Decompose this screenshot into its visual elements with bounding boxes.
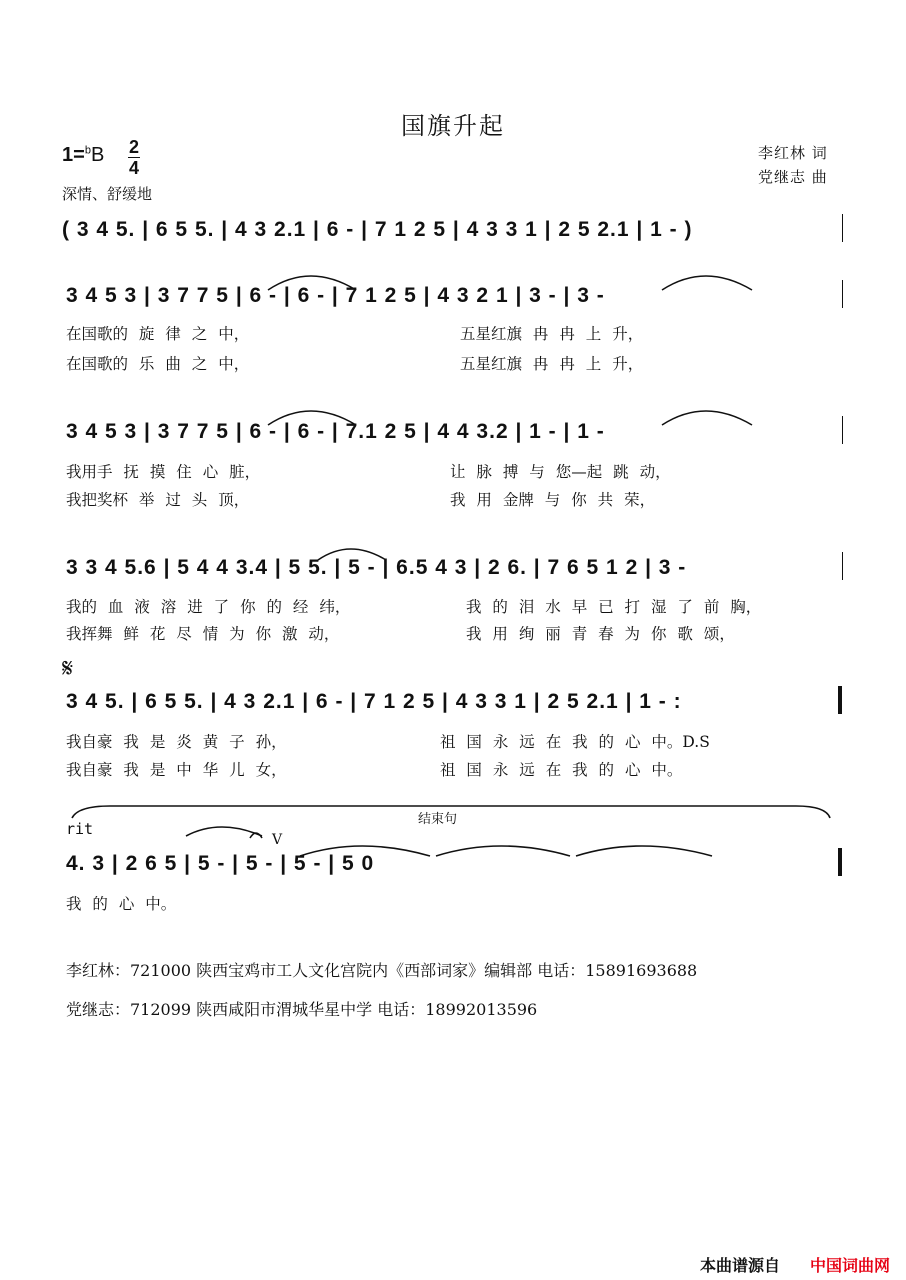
lyric-5-verse1-b: 祖 国 永 远 在 我 的 心 中。D.S (440, 733, 710, 751)
coda-label: 结束句 (418, 812, 458, 827)
tie-slur (662, 411, 752, 425)
key-prefix: 1= (62, 144, 85, 166)
contact-lyricist: 李红林：721000 陕西宝鸡市工人文化宫院内《西部词家》编辑部 电话：15891693688 (66, 961, 698, 980)
source-prefix: 本曲谱源自 (700, 1256, 781, 1275)
tempo-marking: 深情、舒缓地 (62, 185, 153, 203)
lyric-3-verse1-a: 我用手 抚 摸 住 心 脏， (66, 463, 261, 481)
notes-line-4: 3 3 4 5.6 | 5 4 4 3.4 | 5 5. | 5 - | 6.5 4 3 | 2 6. | 7 6 5 1 2 | 3 - (66, 556, 687, 579)
lyric-2-verse1-a: 在国歌的 旋 律 之 中， (66, 325, 250, 343)
composer-credit: 党继志 曲 (758, 168, 828, 186)
tie-slur (436, 846, 570, 856)
notes-line-5: 3 4 5. | 6 5 5. | 4 3 2.1 | 6 - | 7 1 2 5 | 4 3 3 1 | 2 5 2.1 | 1 - : (66, 690, 682, 713)
lyric-4-verse1-a: 我的 血 液 溶 进 了 你 的 经 纬， (66, 598, 351, 616)
segno-sign: 𝄋 (62, 654, 74, 684)
tie-slur (576, 846, 712, 856)
lyric-3-verse1-b: 让 脉 搏 与 您—起 跳 动， (450, 463, 671, 481)
lyric-2-verse1-b: 五星红旗 冉 冉 上 升， (460, 325, 644, 343)
key-note: B (90, 144, 105, 166)
fermata (250, 833, 262, 838)
meter-bottom: 4 (128, 158, 139, 178)
ritardando-marking: rit (66, 820, 94, 838)
breath-mark: V (272, 832, 283, 848)
lyricist-credit: 李红林 词 (758, 144, 828, 162)
tie-slur (268, 276, 356, 290)
lyric-2-verse2-b: 五星红旗 冉 冉 上 升， (460, 355, 644, 373)
song-title: 国旗升起 (401, 112, 505, 140)
meter-top: 2 (128, 137, 139, 157)
notes-line-2: 3 4 5 3 | 3 7 7 5 | 6 - | 6 - | 7 1 2 5 | 4 3 2 1 | 3 - | 3 - (66, 284, 605, 307)
lyric-5-verse2-b: 祖 国 永 远 在 我 的 心 中。 (440, 761, 683, 779)
lyric-5-verse2-a: 我自豪 我 是 中 华 儿 女， (66, 761, 287, 779)
tie-slur (300, 846, 430, 856)
tie-slur (318, 549, 386, 560)
lyric-3-verse2-a: 我把奖杯 举 过 头 顶， (66, 491, 250, 509)
lyric-3-verse2-b: 我 用 金牌 与 你 共 荣， (450, 491, 656, 509)
lyric-5-verse1-a: 我自豪 我 是 炎 黄 子 孙， (66, 733, 287, 751)
notes-line-6: 4. 3 | 2 6 5 | 5 - | 5 - | 5 - | 5 0 (66, 852, 375, 875)
tie-slur (268, 411, 356, 425)
tie-slur (662, 276, 752, 290)
lyric-4-verse1-b: 我 的 泪 水 早 已 打 湿 了 前 胸， (466, 598, 762, 616)
contact-composer: 党继志：712099 陕西咸阳市渭城华星中学 电话：18992013596 (66, 1000, 538, 1019)
lyric-4-verse2-b: 我 用 绚 丽 青 春 为 你 歌 颂， (466, 625, 735, 643)
lyric-2-verse2-a: 在国歌的 乐 曲 之 中， (66, 355, 250, 373)
notes-line-3: 3 4 5 3 | 3 7 7 5 | 6 - | 6 - | 7.1 2 5 | 4 4 3.2 | 1 - | 1 - (66, 420, 605, 443)
lyric-6: 我 的 心 中。 (66, 895, 177, 913)
phrase-bracket (72, 806, 830, 818)
flat-sign: b (84, 144, 91, 157)
tie-slur (186, 827, 262, 836)
notes-line-1: ( 3 4 5. | 6 5 5. | 4 3 2.1 | 6 - | 7 1 2 5 | 4 3 3 1 | 2 5 2.1 | 1 - ) (62, 218, 693, 241)
lyric-4-verse2-a: 我挥舞 鲜 花 尽 情 为 你 激 动， (66, 625, 340, 643)
source-site: 中国词曲网 (810, 1256, 891, 1275)
